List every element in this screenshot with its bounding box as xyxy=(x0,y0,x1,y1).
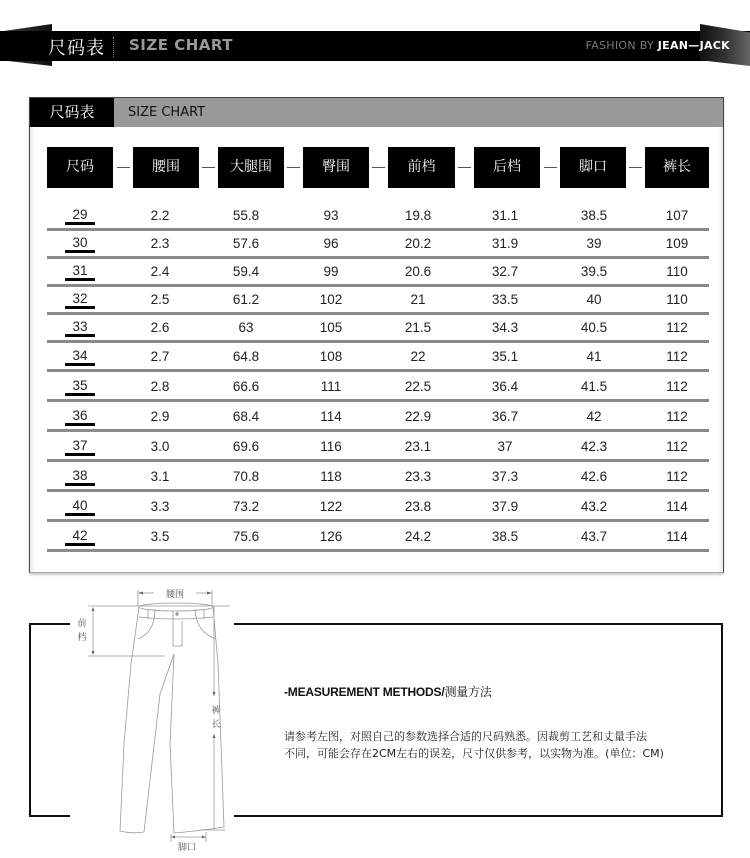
measure-cell: 55.8 xyxy=(232,208,260,223)
panel-header xyxy=(30,98,723,127)
measure-cell: 110 xyxy=(666,292,688,307)
measure-cell: 23.1 xyxy=(404,439,432,454)
measure-cell: 36.4 xyxy=(491,379,519,394)
brand-name: JEAN—JACK xyxy=(657,39,730,52)
measure-cell: 57.6 xyxy=(232,236,260,251)
measure-cell: 109 xyxy=(665,236,689,251)
measure-cell: 112 xyxy=(666,469,688,484)
measure-cell: 22.9 xyxy=(404,409,432,424)
table-row xyxy=(47,230,709,259)
measure-cell: 110 xyxy=(666,264,688,279)
front-rise-label-2: 档 xyxy=(77,633,87,643)
measure-cell: 43.2 xyxy=(580,499,608,514)
measure-cell: 42 xyxy=(586,409,602,424)
size-cell: 37 xyxy=(65,439,95,456)
measure-cell: 37 xyxy=(497,439,513,454)
measure-cell: 114 xyxy=(666,529,688,544)
measure-cell: 112 xyxy=(666,439,688,454)
header-connector xyxy=(372,167,385,168)
brand-tagline xyxy=(586,39,730,52)
banner-title-cn: 尺码表 xyxy=(48,38,105,59)
measure-cell: 122 xyxy=(319,499,343,514)
measure-cell: 41.5 xyxy=(580,379,608,394)
measure-cell: 22 xyxy=(410,349,426,364)
measure-cell: 24.2 xyxy=(404,529,432,544)
header-connector xyxy=(202,167,215,168)
measure-cell: 116 xyxy=(320,439,342,454)
measure-cell: 19.8 xyxy=(404,208,432,223)
table-row xyxy=(47,433,709,462)
table-row xyxy=(47,343,709,372)
measure-cell: 112 xyxy=(666,349,688,364)
pants-diagram xyxy=(70,584,240,854)
measure-cell: 108 xyxy=(319,349,343,364)
measure-cell: 75.6 xyxy=(232,529,260,544)
measure-cell: 3.1 xyxy=(150,469,170,484)
table-row xyxy=(47,493,709,522)
measure-cell: 2.2 xyxy=(150,208,170,223)
measure-cell: 31.1 xyxy=(491,208,519,223)
measure-cell: 112 xyxy=(666,409,688,424)
measure-cell: 96 xyxy=(323,236,339,251)
table-row xyxy=(47,523,709,552)
size-cell: 33 xyxy=(65,320,95,337)
measure-cell: 68.4 xyxy=(232,409,260,424)
description-line-2: 不同，可能会存在2CM左右的误差，尺寸仅供参考，以实物为准。(单位：CM) xyxy=(284,747,664,760)
measure-cell: 20.6 xyxy=(404,264,432,279)
measure-cell: 3.0 xyxy=(150,439,170,454)
measure-cell: 37.9 xyxy=(491,499,519,514)
size-cell: 32 xyxy=(65,292,95,309)
measure-cell: 40.5 xyxy=(580,320,608,335)
column-header-hip: 臀围 xyxy=(303,147,369,188)
panel-title-cn: 尺码表 xyxy=(30,98,114,127)
header-connector xyxy=(544,167,557,168)
measure-cell: 40 xyxy=(586,292,602,307)
size-cell: 31 xyxy=(65,264,95,281)
table-row xyxy=(47,403,709,432)
measurement-title-cn: 测量方法 xyxy=(444,685,492,699)
measurement-description xyxy=(284,728,714,762)
measure-cell: 37.3 xyxy=(491,469,519,484)
measure-cell: 39 xyxy=(586,236,602,251)
measure-cell: 38.5 xyxy=(580,208,608,223)
measure-cell: 61.2 xyxy=(232,292,260,307)
measure-cell: 32.7 xyxy=(491,264,519,279)
size-cell: 40 xyxy=(65,499,95,516)
banner-separator xyxy=(113,37,114,57)
size-cell: 34 xyxy=(65,349,95,366)
panel-title-en: SIZE CHART xyxy=(128,105,206,120)
size-cell: 30 xyxy=(65,236,95,253)
table-row xyxy=(47,463,709,492)
brand-prefix: FASHION BY xyxy=(585,39,658,52)
length-label-2: 长 xyxy=(211,720,221,730)
measure-cell: 23.8 xyxy=(404,499,432,514)
header-connector xyxy=(629,167,642,168)
measure-cell: 105 xyxy=(319,320,343,335)
measure-cell: 126 xyxy=(319,529,343,544)
measure-cell: 114 xyxy=(320,409,342,424)
measure-cell: 21 xyxy=(410,292,426,307)
table-row xyxy=(47,286,709,315)
header-connector xyxy=(117,167,130,168)
measure-cell: 2.9 xyxy=(150,409,170,424)
measure-cell: 2.7 xyxy=(150,349,170,364)
measure-cell: 36.7 xyxy=(491,409,519,424)
measure-cell: 42.3 xyxy=(580,439,608,454)
size-cell: 42 xyxy=(65,529,95,546)
table-row xyxy=(47,373,709,402)
header-connector xyxy=(287,167,300,168)
measure-cell: 59.4 xyxy=(232,264,260,279)
measure-cell: 38.5 xyxy=(491,529,519,544)
measure-cell: 2.6 xyxy=(150,320,170,335)
measure-cell: 23.3 xyxy=(404,469,432,484)
measure-cell: 2.3 xyxy=(150,236,170,251)
measure-cell: 43.7 xyxy=(580,529,608,544)
size-chart-panel xyxy=(29,97,724,573)
measure-cell: 112 xyxy=(666,320,688,335)
length-label-1: 裤 xyxy=(211,706,221,716)
measure-cell: 42.6 xyxy=(580,469,608,484)
size-cell: 29 xyxy=(65,208,95,225)
measure-cell: 102 xyxy=(319,292,343,307)
table-row xyxy=(47,258,709,287)
measure-cell: 3.3 xyxy=(150,499,170,514)
measure-cell: 21.5 xyxy=(404,320,432,335)
column-header-thigh: 大腿围 xyxy=(218,147,284,188)
measure-cell: 41 xyxy=(586,349,602,364)
measure-cell: 20.2 xyxy=(404,236,432,251)
column-header-front-rise: 前档 xyxy=(388,147,455,188)
size-cell: 38 xyxy=(65,469,95,486)
measure-cell: 63 xyxy=(238,320,254,335)
measure-cell: 118 xyxy=(320,469,342,484)
measure-cell: 2.4 xyxy=(150,264,170,279)
table-row xyxy=(47,314,709,343)
description-line-1: 请参考左图，对照自己的参数选择合适的尺码熟悉。因裁剪工艺和丈量手法 xyxy=(284,730,647,743)
measure-cell: 112 xyxy=(666,379,688,394)
measure-cell: 31.9 xyxy=(491,236,519,251)
measure-cell: 114 xyxy=(666,499,688,514)
waist-label: 腰围 xyxy=(165,590,185,600)
measure-cell: 111 xyxy=(320,379,342,394)
column-header-length: 裤长 xyxy=(645,147,709,188)
size-cell: 36 xyxy=(65,409,95,426)
column-header-waist: 腰围 xyxy=(133,147,199,188)
measure-cell: 107 xyxy=(665,208,689,223)
measure-cell: 66.6 xyxy=(232,379,260,394)
measure-cell: 2.8 xyxy=(150,379,170,394)
column-header-back-rise: 后档 xyxy=(474,147,540,188)
table-row xyxy=(47,202,709,231)
banner-title-en: SIZE CHART xyxy=(129,36,234,54)
column-header-hem: 脚口 xyxy=(560,147,626,188)
measure-cell: 3.5 xyxy=(150,529,170,544)
measure-cell: 93 xyxy=(323,208,339,223)
measure-cell: 33.5 xyxy=(491,292,519,307)
measure-cell: 73.2 xyxy=(232,499,260,514)
measure-cell: 35.1 xyxy=(491,349,519,364)
measure-cell: 64.8 xyxy=(232,349,260,364)
measure-cell: 34.3 xyxy=(491,320,519,335)
hem-label: 脚口 xyxy=(177,843,197,853)
measure-cell: 22.5 xyxy=(404,379,432,394)
front-rise-label-1: 前 xyxy=(77,619,87,629)
column-header-size: 尺码 xyxy=(47,147,113,188)
measure-cell: 99 xyxy=(323,264,339,279)
measure-cell: 39.5 xyxy=(580,264,608,279)
measure-cell: 69.6 xyxy=(232,439,260,454)
size-cell: 35 xyxy=(65,379,95,396)
measurement-title xyxy=(284,683,492,700)
measure-cell: 70.8 xyxy=(232,469,260,484)
header-connector xyxy=(458,167,471,168)
measure-cell: 2.5 xyxy=(150,292,170,307)
measurement-title-en: -MEASUREMENT METHODS/ xyxy=(284,685,445,699)
